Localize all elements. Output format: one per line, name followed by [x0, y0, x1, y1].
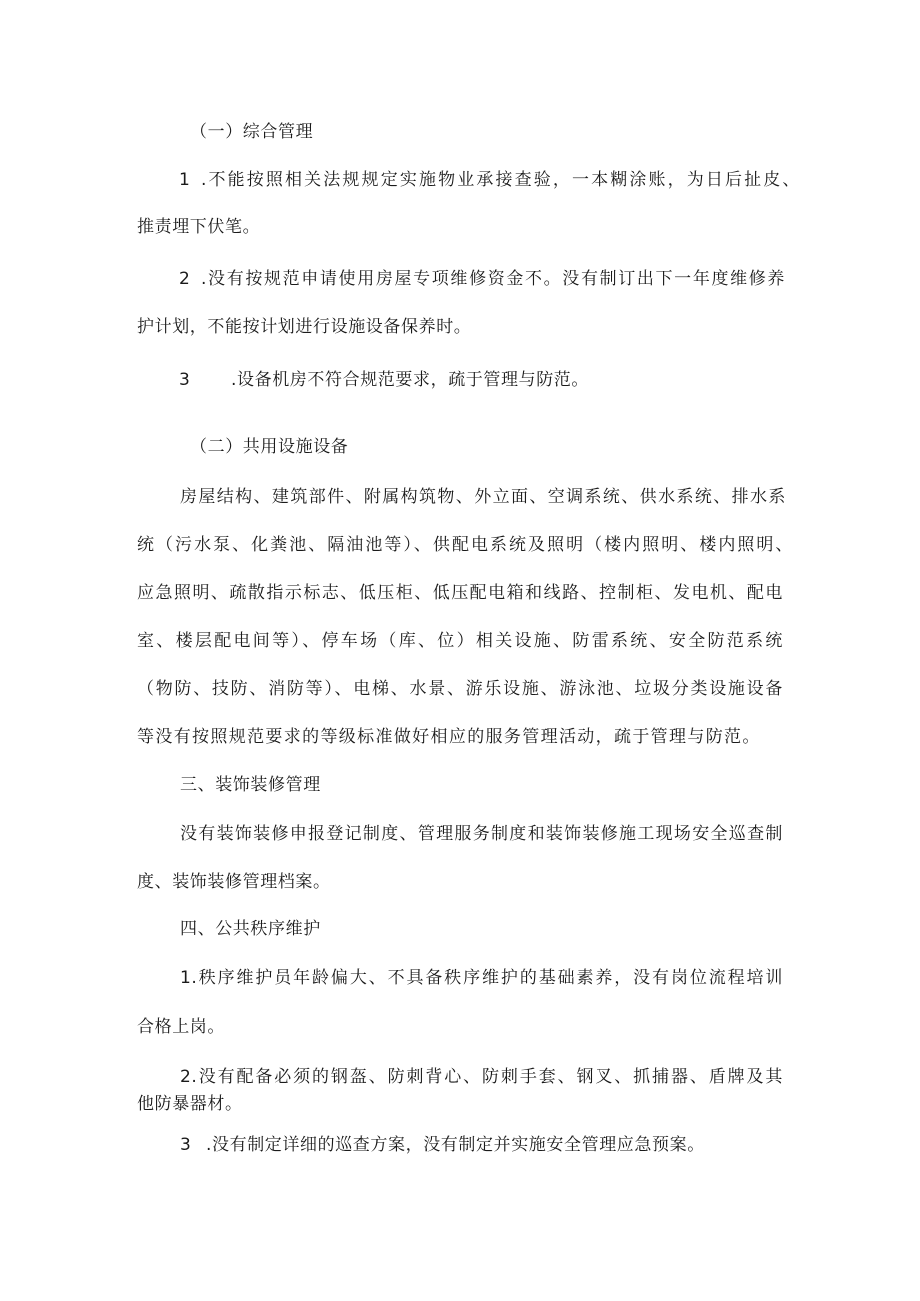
paragraph-line: 室、楼层配电间等）、停车场（库、位）相关设施、防雷系统、安全防范系统: [137, 631, 783, 651]
item-number: 1: [179, 170, 191, 190]
paragraph-text: .没有按规范申请使用房屋专项维修资金不。没有制订出下一年度维修养: [201, 269, 785, 289]
item-number: 3: [179, 370, 191, 390]
paragraph-line: 合格上岗。: [137, 1017, 225, 1037]
paragraph-line: 等没有按照规范要求的等级标准做好相应的服务管理活动，疏于管理与防范。: [137, 727, 760, 747]
paragraph-line: 没有装饰装修申报登记制度、管理服务制度和装饰装修施工现场安全巡查制: [180, 824, 783, 844]
section-heading-public-order: 四、公共秩序维护: [180, 919, 321, 939]
section-heading-shared-facilities: （二）共用设施设备: [190, 437, 349, 457]
paragraph-text: .不能按照相关法规规定实施物业承接查验，一本糊涂账，为日后扯皮、: [201, 170, 800, 190]
paragraph-line: 1.秩序维护员年龄偏大、不具备秩序维护的基础素养，没有岗位流程培训: [180, 968, 783, 988]
item-number: 2: [179, 269, 191, 289]
paragraph-line: [180, 1134, 705, 1156]
paragraph-line: [179, 369, 589, 391]
paragraph-line: 推责埋下伏笔。: [137, 217, 261, 237]
section-heading-comprehensive-management: （一）综合管理: [190, 122, 314, 142]
paragraph-line: [179, 268, 785, 290]
paragraph-line: 房屋结构、建筑部件、附属构筑物、外立面、空调系统、供水系统、排水系: [180, 487, 786, 507]
paragraph-text: .设备机房不符合规范要求，疏于管理与防范。: [231, 370, 590, 390]
section-heading-decoration-management: 三、装饰装修管理: [180, 775, 321, 795]
paragraph-line: 2.没有配备必须的钢盔、防刺背心、防刺手套、钢叉、抓捕器、盾牌及其: [180, 1067, 783, 1087]
paragraph-line: （物防、技防、消防等）、电梯、水景、游乐设施、游泳池、垃圾分类设施设备: [137, 679, 783, 699]
paragraph-line: 他防暴器材。: [137, 1094, 243, 1114]
paragraph-line: 统（污水泵、化粪池、隔油池等）、供配电系统及照明（楼内照明、楼内照明、: [137, 535, 793, 555]
paragraph-line: 护计划，不能按计划进行设施设备保养时。: [137, 317, 472, 337]
paragraph-line: [179, 169, 800, 191]
paragraph-text: .没有制定详细的巡查方案，没有制定并实施安全管理应急预案。: [206, 1135, 705, 1155]
paragraph-line: 度、装饰装修管理档案。: [137, 872, 331, 892]
paragraph-line: 应急照明、疏散指示标志、低压柜、低压配电箱和线路、控制柜、发电机、配电: [137, 583, 783, 603]
item-number: 3: [180, 1135, 192, 1155]
